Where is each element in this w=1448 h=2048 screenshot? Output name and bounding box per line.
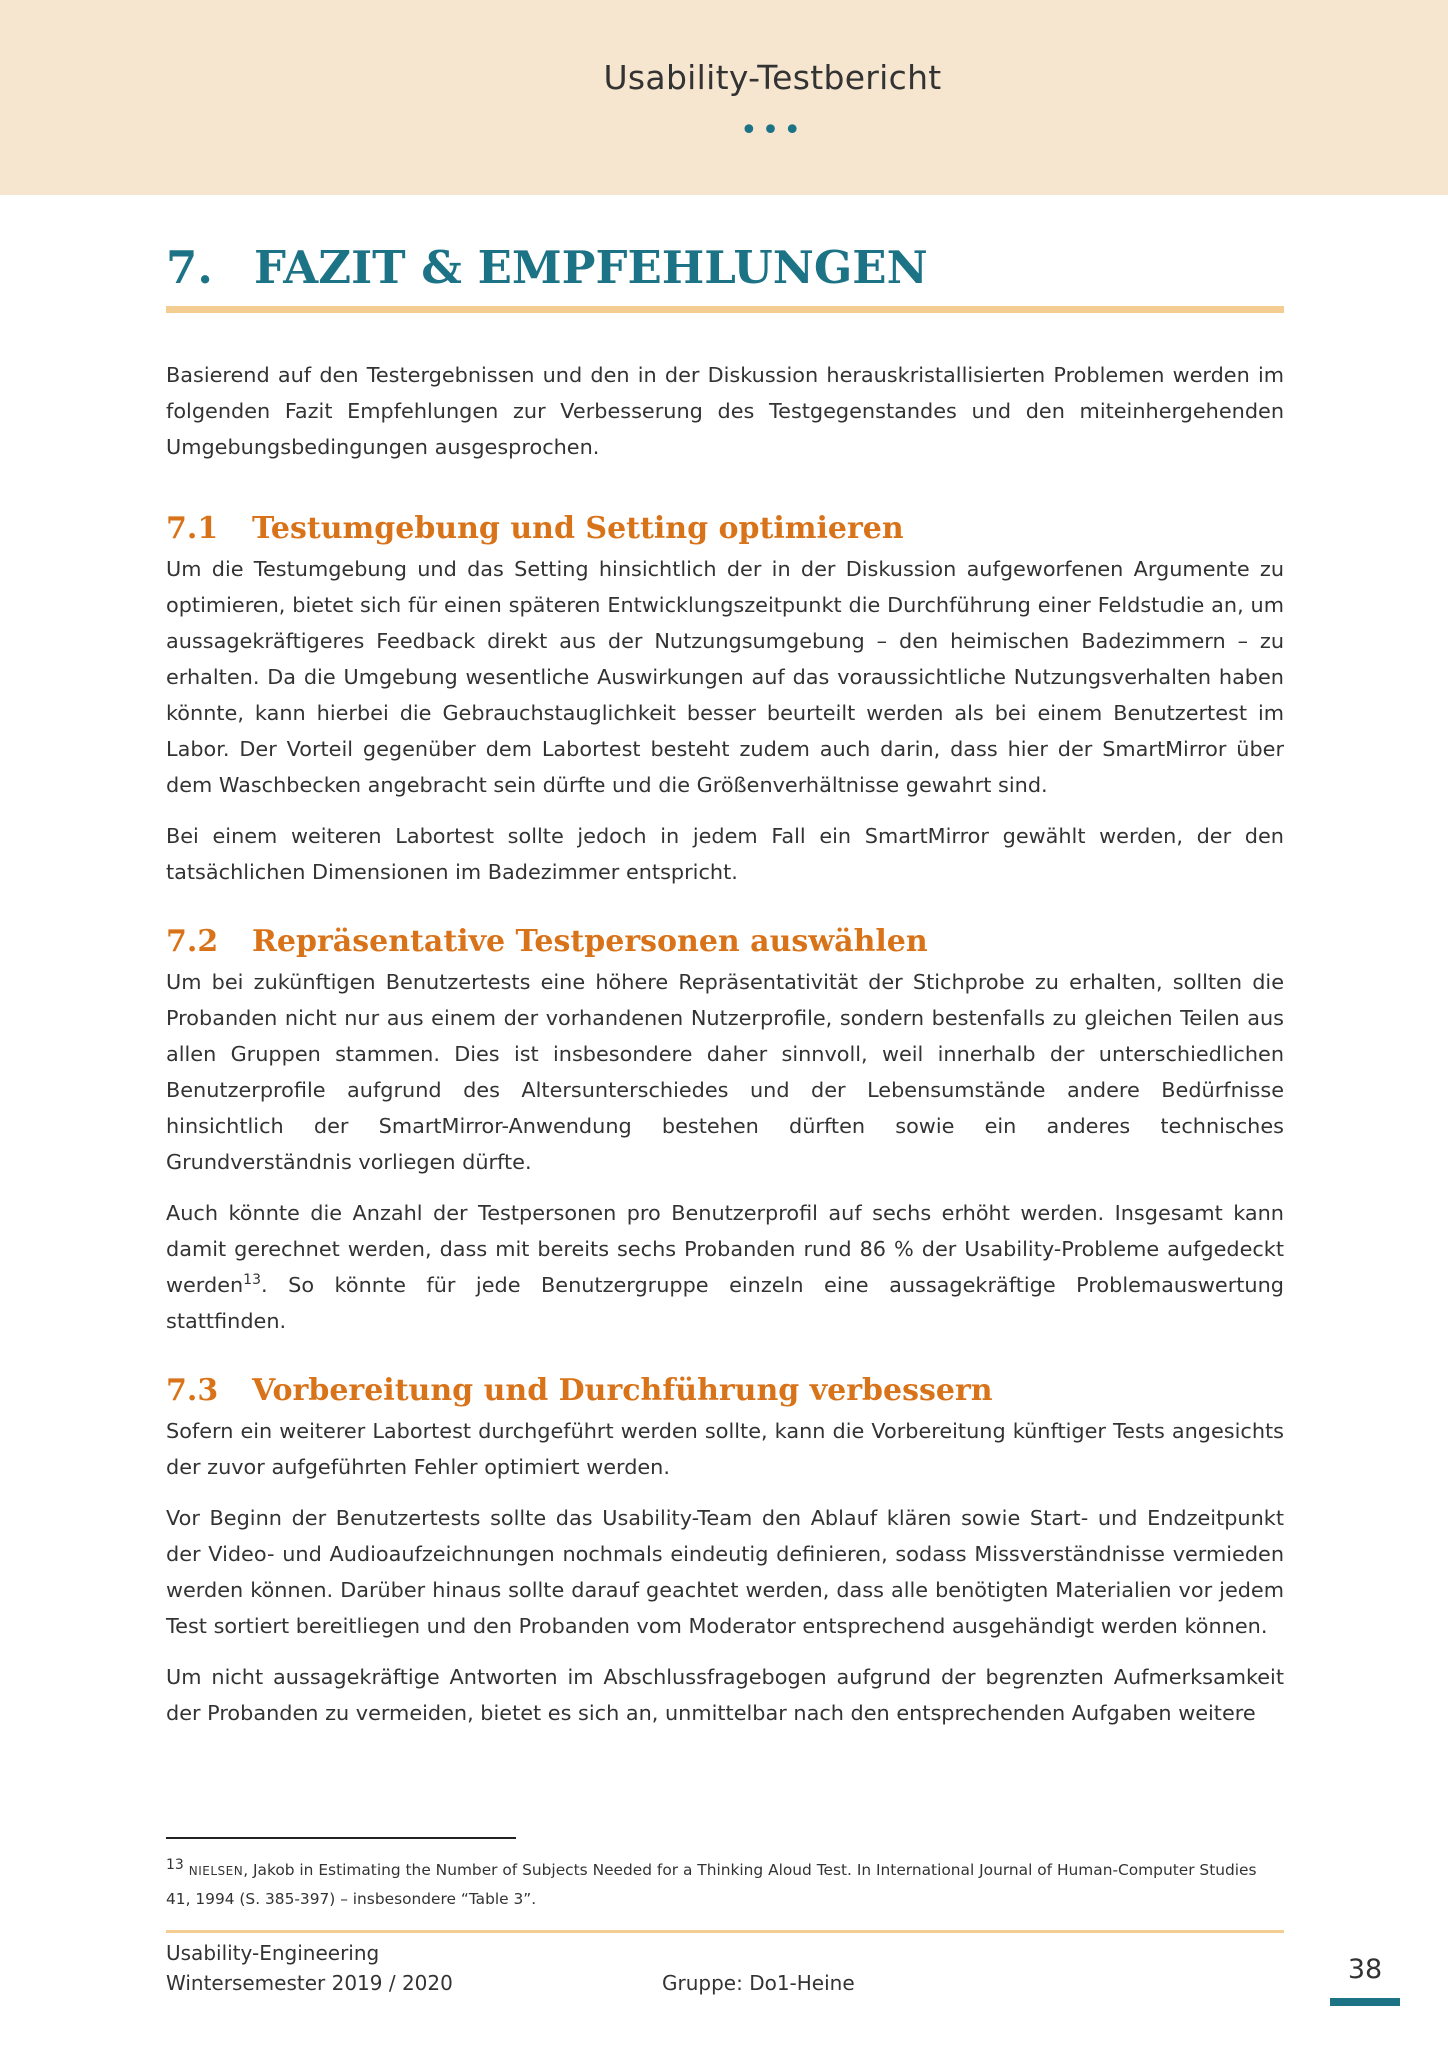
paragraph-with-footnote [166, 1195, 1284, 1339]
ellipsis-dots-icon: ••• [739, 113, 806, 148]
footnote-text: , Jakob in Estimating the Number of Subjects Needed for a Thinking Aloud Test. In International Journal of Human-Computer Studies 41, 1994 (S. 385-397) – insbesondere “Table 3”. [166, 1861, 1257, 1908]
paragraph: Vor Beginn der Benutzertests sollte das Usability-Team den Ablauf klären sowie Start- und Endzeitpunkt der Video- und Audioaufzeichnungen nochmals eindeutig definieren, sodass Missverständnisse vermieden werden können. Darüber hinaus sollte darauf geachtet werden, dass alle benötigten Materialien vor jedem Test sortiert bereitliegen und den Probanden vom Moderator entsprechend ausgehändigt werden können. [166, 1506, 1284, 1638]
paragraph: Bei einem weiteren Labortest sollte jedoch in jedem Fall ein SmartMirror gewählt werden, der den tatsächlichen Dimensionen im Badezimmer entspricht. [166, 824, 1284, 884]
paragraph-text: Auch könnte die Anzahl der Testpersonen pro Benutzerprofil auf sechs erhöht werden. Insgesamt kann damit gerechnet werden, dass mit bereits sechs Probanden rund 86 % der Usability-Probleme aufgedeckt werden [166, 1201, 1284, 1297]
running-header-title: Usability-Testbericht [603, 58, 942, 97]
footnote-separator [166, 1837, 516, 1839]
paragraph-text: . So könnte für jede Benutzergruppe einzeln eine aussagekräftige Problemauswertung stattfinden. [166, 1273, 1284, 1333]
page-content [166, 240, 1284, 1746]
section-number: 7.3 [166, 1373, 219, 1408]
footer-divider [166, 1930, 1284, 1933]
footnote-reference[interactable]: 13 [243, 1272, 261, 1289]
section-heading-7-3 [166, 1369, 1284, 1413]
footer-semester: Wintersemester 2019 / 2020 [166, 1971, 453, 1995]
chapter-divider [166, 306, 1284, 313]
footer-course: Usability-Engineering [166, 1941, 380, 1965]
paragraph: Um nicht aussagekräftige Antworten im Abschlussfragebogen aufgrund der begrenzten Aufmerksamkeit der Probanden zu vermeiden, bietet es sich an, unmittelbar nach den entsprechenden Aufgaben weitere [166, 1665, 1284, 1725]
footnote [166, 1856, 1284, 1913]
page-number-bar [1330, 1998, 1400, 2006]
section-heading-7-2 [166, 920, 1284, 964]
footer-group: Gruppe: Do1-Heine [662, 1971, 855, 1995]
section-number: 7.1 [166, 511, 219, 546]
paragraph: Um bei zukünftigen Benutzertests eine höhere Repräsentativität der Stichprobe zu erhalten, sollten die Probanden nicht nur aus einem der vorhandenen Nutzerprofile, sondern bestenfalls zu gleichen Teilen aus allen Gruppen stammen. Dies ist insbesondere daher sinnvoll, weil innerhalb der unterschiedlichen Benutzerprofile aufgrund des Altersunterschiedes und der Lebensumstände andere Bedürfnisse hinsichtlich der SmartMirror-Anwendung bestehen dürften sowie ein anderes technisches Grundverständnis vorliegen dürfte. [166, 970, 1284, 1174]
footer-course-info [166, 1938, 453, 1998]
section-number: 7.2 [166, 924, 219, 959]
page-number: 38 [1347, 1954, 1383, 1985]
chapter-title: FAZIT & EMPFEHLUNGEN [254, 241, 928, 294]
section-title: Testumgebung und Setting optimieren [252, 511, 904, 546]
section-title: Repräsentative Testpersonen auswählen [252, 924, 928, 959]
paragraph: Um die Testumgebung und das Setting hinsichtlich der in der Diskussion aufgeworfenen Argumente zu optimieren, bietet sich für einen späteren Entwicklungszeitpunkt die Durchführung einer Feldstudie an, um aussagekräftigeres Feedback direkt aus der Nutzungsumgebung – den heimischen Badezimmern – zu erhalten. Da die Umgebung wesentliche Auswirkungen auf das voraussichtliche Nutzungsverhalten haben könnte, kann hierbei die Gebrauchstauglichkeit besser beurteilt werden als bei einem Benutzertest im Labor. Der Vorteil gegenüber dem Labortest besteht zudem auch darin, dass hier der SmartMirror über dem Waschbecken angebracht sein dürfte und die Größenverhältnisse gewahrt sind. [166, 557, 1284, 797]
section-title: Vorbereitung und Durchführung verbessern [252, 1373, 993, 1408]
chapter-number: 7. [166, 241, 213, 294]
paragraph: Sofern ein weiterer Labortest durchgeführt werden sollte, kann die Vorbereitung künftiger Tests angesichts der zuvor aufgeführten Fehler optimiert werden. [166, 1419, 1284, 1479]
header-band [0, 0, 1448, 195]
footnote-author: NIELSEN [188, 1864, 244, 1878]
intro-paragraph: Basierend auf den Testergebnissen und den in der Diskussion herauskristallisierten Problemen werden im folgenden Fazit Empfehlungen zur Verbesserung des Testgegenstandes und den miteinhergehenden Umgebungsbedingungen ausgesprochen. [166, 363, 1284, 459]
section-heading-7-1 [166, 507, 1284, 551]
footnote-number: 13 [166, 1856, 184, 1873]
chapter-heading [166, 240, 1284, 306]
